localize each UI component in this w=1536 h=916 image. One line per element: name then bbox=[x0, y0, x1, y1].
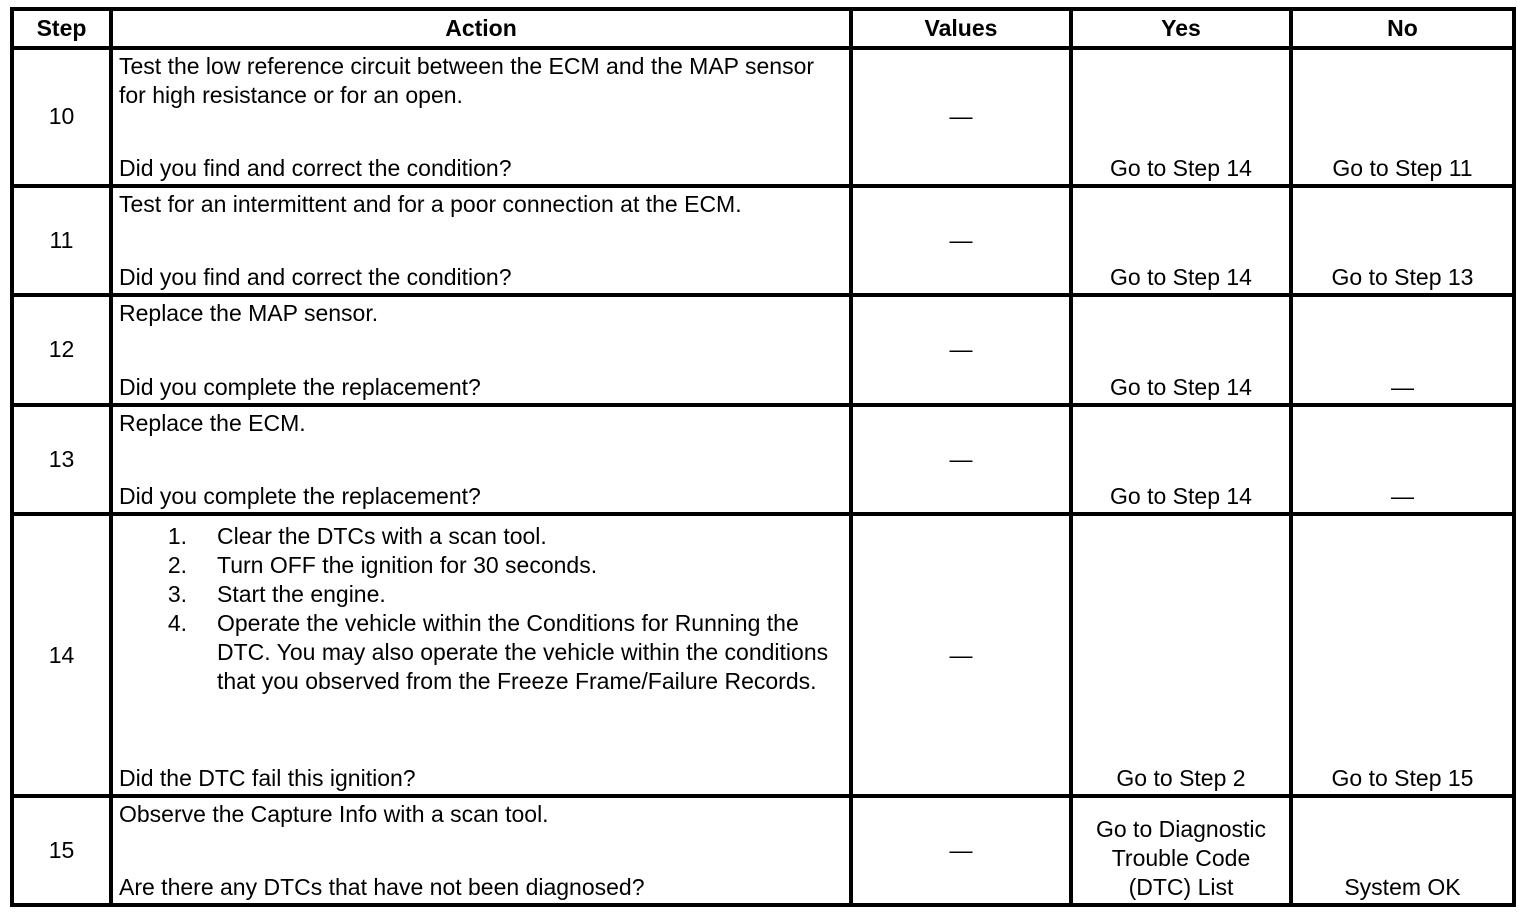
action-text: Replace the ECM. bbox=[119, 409, 306, 436]
values-cell: — bbox=[851, 48, 1071, 186]
yes-cell bbox=[1071, 405, 1291, 515]
yes-cell bbox=[1071, 186, 1291, 296]
action-text: Test for an intermittent and for a poor connection at the ECM. bbox=[119, 190, 742, 217]
no-text: Go to Step 11 bbox=[1332, 154, 1473, 181]
action-text: Observe the Capture Info with a scan tool. bbox=[119, 801, 549, 828]
action-question: Did you complete the replacement? bbox=[119, 483, 481, 510]
table-row bbox=[12, 295, 1514, 405]
action-cell bbox=[111, 295, 851, 405]
list-number: 1. bbox=[167, 523, 187, 550]
yes-text: Go to Step 14 bbox=[1110, 483, 1252, 510]
procedure-list bbox=[113, 522, 849, 696]
list-number: 4. bbox=[167, 610, 187, 637]
step-number: 11 bbox=[12, 186, 111, 296]
no-cell bbox=[1291, 405, 1514, 515]
no-text: Go to Step 13 bbox=[1331, 264, 1474, 291]
action-question: Did the DTC fail this ignition? bbox=[119, 765, 416, 792]
list-item bbox=[113, 580, 849, 609]
yes-text: Go to Step 14 bbox=[1110, 154, 1252, 181]
table-row bbox=[12, 405, 1514, 515]
values-cell: — bbox=[851, 295, 1071, 405]
table-row bbox=[12, 48, 1514, 186]
action-cell bbox=[111, 186, 851, 296]
action-cell bbox=[111, 796, 851, 905]
diagnostic-table bbox=[10, 7, 1516, 907]
action-question: Are there any DTCs that have not been diagnosed? bbox=[119, 874, 645, 900]
action-question: Did you complete the replacement? bbox=[119, 373, 481, 400]
yes-text: Go to Step 2 bbox=[1116, 765, 1246, 792]
header-values: Values bbox=[851, 9, 1071, 48]
values-cell: — bbox=[851, 405, 1071, 515]
no-cell bbox=[1291, 295, 1514, 405]
yes-cell bbox=[1071, 796, 1291, 905]
yes-cell bbox=[1071, 48, 1291, 186]
header-row bbox=[12, 9, 1514, 48]
yes-text: Go to Step 14 bbox=[1110, 264, 1252, 291]
no-text: System OK bbox=[1344, 874, 1461, 900]
no-cell bbox=[1291, 186, 1514, 296]
action-question: Did you find and correct the condition? bbox=[119, 154, 512, 181]
no-text: — bbox=[1391, 483, 1414, 510]
yes-text: Go to Diagnostic Trouble Code (DTC) List bbox=[1095, 816, 1267, 900]
no-text: — bbox=[1391, 373, 1414, 400]
yes-text: Go to Step 14 bbox=[1110, 373, 1252, 400]
action-cell bbox=[111, 405, 851, 515]
step-number: 13 bbox=[12, 405, 111, 515]
values-cell: — bbox=[851, 796, 1071, 905]
header-action: Action bbox=[111, 9, 851, 48]
header-yes: Yes bbox=[1071, 9, 1291, 48]
step-number: 14 bbox=[12, 514, 111, 796]
table-row bbox=[12, 186, 1514, 296]
action-question: Did you find and correct the condition? bbox=[119, 264, 512, 291]
table-row bbox=[12, 514, 1514, 796]
no-text: Go to Step 15 bbox=[1331, 765, 1474, 792]
action-cell bbox=[111, 514, 851, 796]
list-item bbox=[113, 609, 849, 696]
list-item bbox=[113, 522, 849, 551]
table-row bbox=[12, 796, 1514, 905]
values-cell: — bbox=[851, 514, 1071, 796]
action-cell bbox=[111, 48, 851, 186]
action-text: Replace the MAP sensor. bbox=[119, 300, 379, 327]
step-number: 12 bbox=[12, 295, 111, 405]
values-cell: — bbox=[851, 186, 1071, 296]
list-number: 2. bbox=[167, 552, 187, 579]
list-text: Start the engine. bbox=[217, 581, 386, 608]
no-cell bbox=[1291, 48, 1514, 186]
list-number: 3. bbox=[167, 581, 187, 608]
list-item bbox=[113, 551, 849, 580]
no-cell bbox=[1291, 514, 1514, 796]
header-step: Step bbox=[12, 9, 111, 48]
action-text: Test the low reference circuit between the ECM and the MAP sensor for high resistance or for an open. bbox=[119, 53, 815, 108]
step-number: 10 bbox=[12, 48, 111, 186]
step-number: 15 bbox=[12, 796, 111, 905]
list-text: Turn OFF the ignition for 30 seconds. bbox=[217, 552, 598, 579]
yes-cell bbox=[1071, 514, 1291, 796]
yes-cell bbox=[1071, 295, 1291, 405]
no-cell bbox=[1291, 796, 1514, 905]
list-text: Clear the DTCs with a scan tool. bbox=[217, 523, 547, 550]
list-text: Operate the vehicle within the Conditions for Running the DTC. You may also operate the vehicle within the conditions that you observed from the Freeze Frame/Failure Records. bbox=[217, 610, 829, 695]
header-no: No bbox=[1291, 9, 1514, 48]
